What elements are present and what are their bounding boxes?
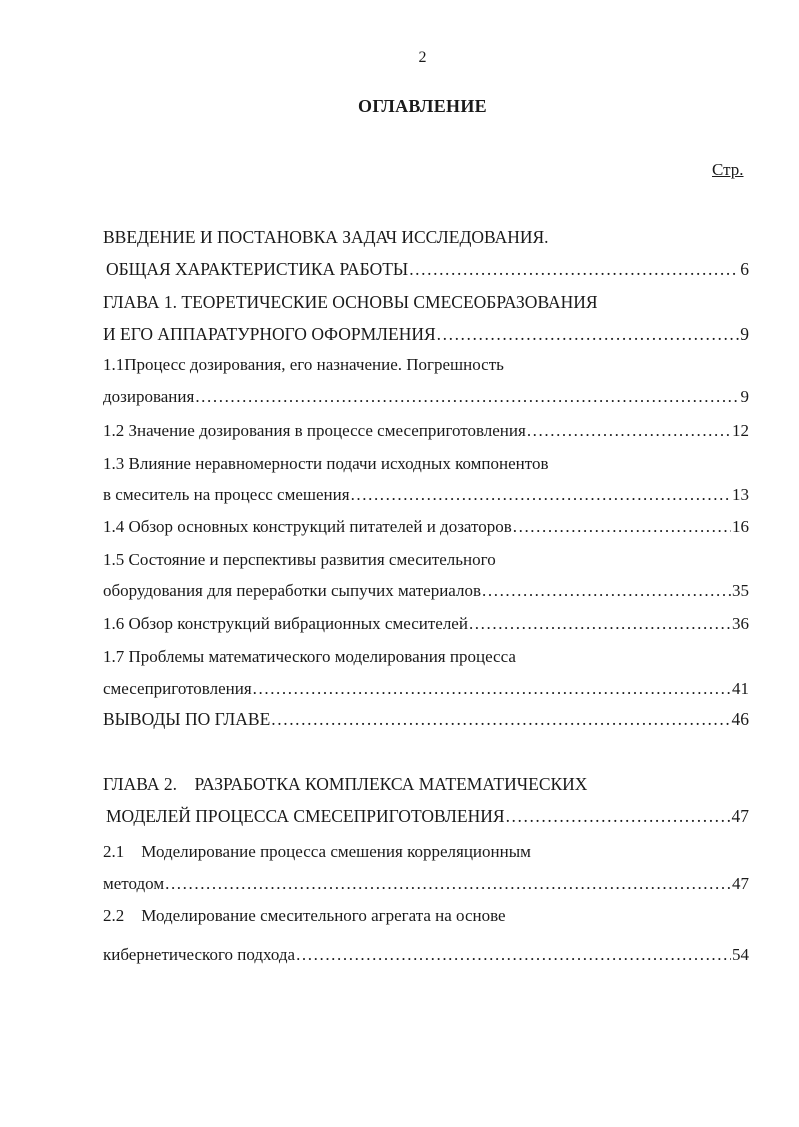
dot-leader: [469, 611, 731, 637]
toc-line: 1.5 Состояние и перспективы развития смесительного: [103, 550, 496, 569]
toc-line: 1.7 Проблемы математического моделирования процесса: [103, 647, 516, 666]
toc-entry: [103, 871, 749, 897]
dot-leader: [482, 578, 731, 604]
toc-entry: [103, 578, 749, 604]
toc-entry-page: 13: [732, 485, 749, 504]
toc-entry-page: 9: [740, 324, 749, 344]
dot-leader: [296, 942, 731, 968]
toc-entry: [106, 256, 749, 282]
dot-leader: [253, 676, 731, 702]
dot-leader: [165, 871, 731, 897]
toc-entry-text: кибернетического подхода: [103, 945, 296, 964]
toc-entry-text: в смеситель на процесс смешения: [103, 485, 350, 504]
toc-entry-text: методом: [103, 874, 165, 893]
dot-leader: [271, 706, 730, 732]
toc-entry-page: 12: [732, 421, 749, 440]
toc-entry-page: 41: [732, 679, 749, 698]
toc-entry-page: 47: [731, 806, 749, 826]
toc-entry: [106, 803, 749, 829]
toc-entry: [103, 321, 749, 347]
toc-entry: [103, 942, 749, 968]
toc-line: 2.1 Моделирование процесса смешения корреляционным: [103, 842, 531, 861]
toc-entry: [103, 384, 749, 410]
toc-line: 1.3 Влияние неравномерности подачи исходных компонентов: [103, 454, 549, 473]
toc-line: ГЛАВА 1. ТЕОРЕТИЧЕСКИЕ ОСНОВЫ СМЕСЕОБРАЗОВАНИЯ: [103, 292, 598, 312]
toc-entry-text: МОДЕЛЕЙ ПРОЦЕССА СМЕСЕПРИГОТОВЛЕНИЯ: [106, 806, 505, 826]
toc-entry: [103, 482, 749, 508]
toc-entry-text: 1.6 Обзор конструкций вибрационных смесителей: [103, 614, 468, 633]
toc-entry-page: 47: [732, 874, 749, 893]
page-number: 2: [418, 49, 427, 66]
toc-entry-page: 9: [740, 387, 749, 406]
dot-leader: [527, 418, 731, 444]
toc-entry-text: смесеприготовления: [103, 679, 252, 698]
toc-entry-text: дозирования: [103, 387, 195, 406]
toc-entry-page: 36: [732, 614, 749, 633]
toc-entry: [103, 514, 749, 540]
toc-entry-page: 35: [732, 581, 749, 600]
toc-entry: [103, 611, 749, 637]
page-title: ОГЛАВЛЕНИЕ: [358, 96, 487, 116]
toc-entry-text: ВЫВОДЫ ПО ГЛАВЕ: [103, 709, 271, 729]
toc-entry-page: 46: [731, 709, 749, 729]
toc-entry-text: оборудования для переработки сыпучих материалов: [103, 581, 482, 600]
toc-entry-page: 54: [732, 945, 749, 964]
dot-leader: [195, 384, 739, 410]
toc-line: 1.1Процесс дозирования, его назначение. Погрешность: [103, 355, 504, 374]
toc-entry: [103, 418, 749, 444]
dot-leader: [506, 803, 731, 829]
dot-leader: [351, 482, 731, 508]
page-column-label: Стр.: [712, 160, 744, 179]
toc-entry-text: 1.2 Значение дозирования в процессе смесеприготовления: [103, 421, 526, 440]
toc-line: ВВЕДЕНИЕ И ПОСТАНОВКА ЗАДАЧ ИССЛЕДОВАНИЯ.: [103, 227, 549, 247]
toc-entry: [103, 676, 749, 702]
toc-entry-text: 1.4 Обзор основных конструкций питателей и дозаторов: [103, 517, 512, 536]
toc-entry-text: И ЕГО АППАРАТУРНОГО ОФОРМЛЕНИЯ: [103, 324, 436, 344]
toc-entry: [103, 706, 749, 732]
toc-entry-page: 6: [740, 259, 749, 279]
toc-entry-text: ОБЩАЯ ХАРАКТЕРИСТИКА РАБОТЫ: [106, 259, 409, 279]
dot-leader: [437, 321, 740, 347]
toc-line: ГЛАВА 2. РАЗРАБОТКА КОМПЛЕКСА МАТЕМАТИЧЕСКИХ: [103, 774, 588, 794]
dot-leader: [513, 514, 731, 540]
toc-entry-page: 16: [732, 517, 749, 536]
toc-line: 2.2 Моделирование смесительного агрегата на основе: [103, 906, 506, 925]
dot-leader: [409, 256, 739, 282]
